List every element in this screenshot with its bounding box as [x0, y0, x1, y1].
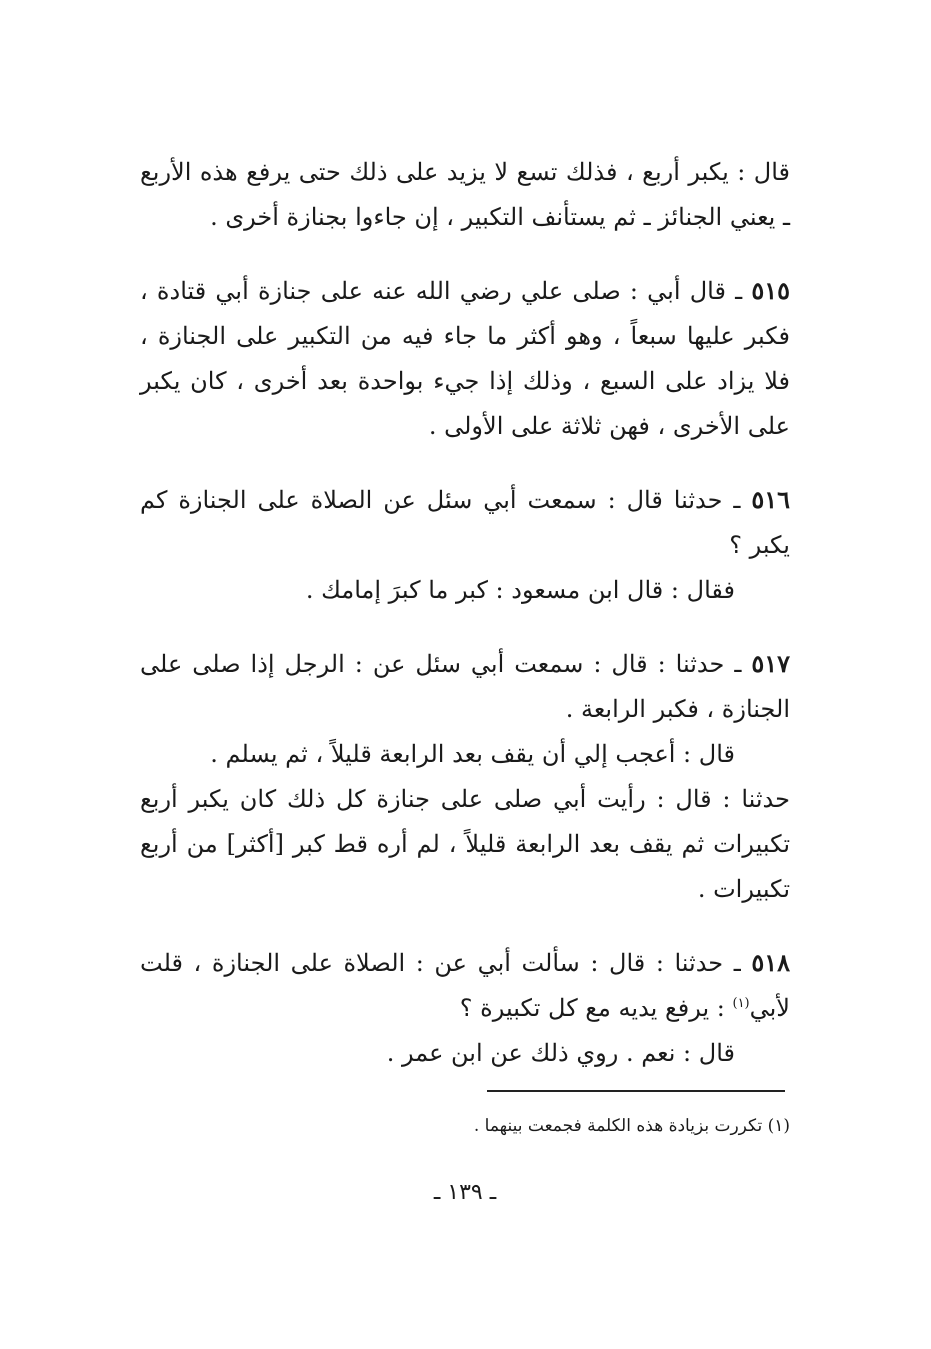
- paragraph-517-answer: [140, 732, 790, 777]
- paragraph-text: قال : يكبر أربع ، فذلك تسع لا يزيد على ذلك حتى يرفع هذه الأربع ـ يعني الجنائز ـ ثم يستأنف التكبير ، إن جاءوا بجنازة أخرى .: [140, 158, 790, 231]
- paragraph-518-answer: [140, 1031, 790, 1076]
- answer-text: قال : أعجب إلي أن يقف بعد الرابعة قليلاً ، ثم يسلم .: [210, 740, 735, 768]
- paragraph-517-continuation: [140, 777, 790, 912]
- page-body: [140, 150, 790, 1076]
- paragraph-intro: [140, 150, 790, 240]
- answer-text: قال : نعم . روي ذلك عن ابن عمر .: [386, 1039, 735, 1067]
- paragraph-515: [140, 268, 790, 449]
- answer-text: فقال : قال ابن مسعود : كبر ما كبرَ إمامك .: [305, 576, 735, 604]
- paragraph-number: ٥١٦: [751, 485, 790, 514]
- footnote: (١) تكررت بزيادة هذه الكلمة فجمعت بينهما .: [473, 1116, 790, 1136]
- paragraph-516-answer: [140, 568, 790, 613]
- paragraph-text: ـ حدثنا : قال : سألت أبي عن : الصلاة على الجنازة ، قلت لأبي: [140, 949, 790, 1022]
- paragraph-number: ٥١٨: [751, 948, 790, 977]
- paragraph-text: ـ حدثنا : قال : سمعت أبي سئل عن : الرجل إذا صلى على الجنازة ، فكبر الرابعة .: [140, 650, 790, 723]
- paragraph-text-continued: : يرفع يديه مع كل تكبيرة ؟: [459, 994, 733, 1022]
- paragraph-517: [140, 641, 790, 732]
- paragraph-text: ـ حدثنا قال : سمعت أبي سئل عن الصلاة على الجنازة كم يكبر ؟: [140, 486, 790, 559]
- page-number: ـ ١٣٩ ـ: [433, 1180, 497, 1205]
- paragraph-number: ٥١٧: [751, 649, 790, 678]
- paragraph-516: [140, 477, 790, 568]
- continuation-text: حدثنا : قال : رأيت أبي صلى على جنازة كل ذلك كان يكبر أربع تكبيرات ثم يقف بعد الرابعة قليلاً ، لم أره قط كبر [أكثر] من أربع تكبيرات .: [140, 785, 790, 903]
- paragraph-text: ـ قال أبي : صلى علي رضي الله عنه على جنازة أبي قتادة ، فكبر عليها سبعاً ، وهو أكثر ما جاء فيه من التكبير على الجنازة ، فلا يزاد على السبع ، وذلك إذا جيء بواحدة بعد أخرى ، كان يكبر على الأخرى ، فهن ثلاثة على الأولى .: [140, 277, 790, 440]
- paragraph-518: [140, 940, 790, 1031]
- paragraph-number: ٥١٥: [751, 276, 790, 305]
- footnote-marker: (١): [732, 996, 750, 1011]
- footnote-divider: [487, 1090, 785, 1092]
